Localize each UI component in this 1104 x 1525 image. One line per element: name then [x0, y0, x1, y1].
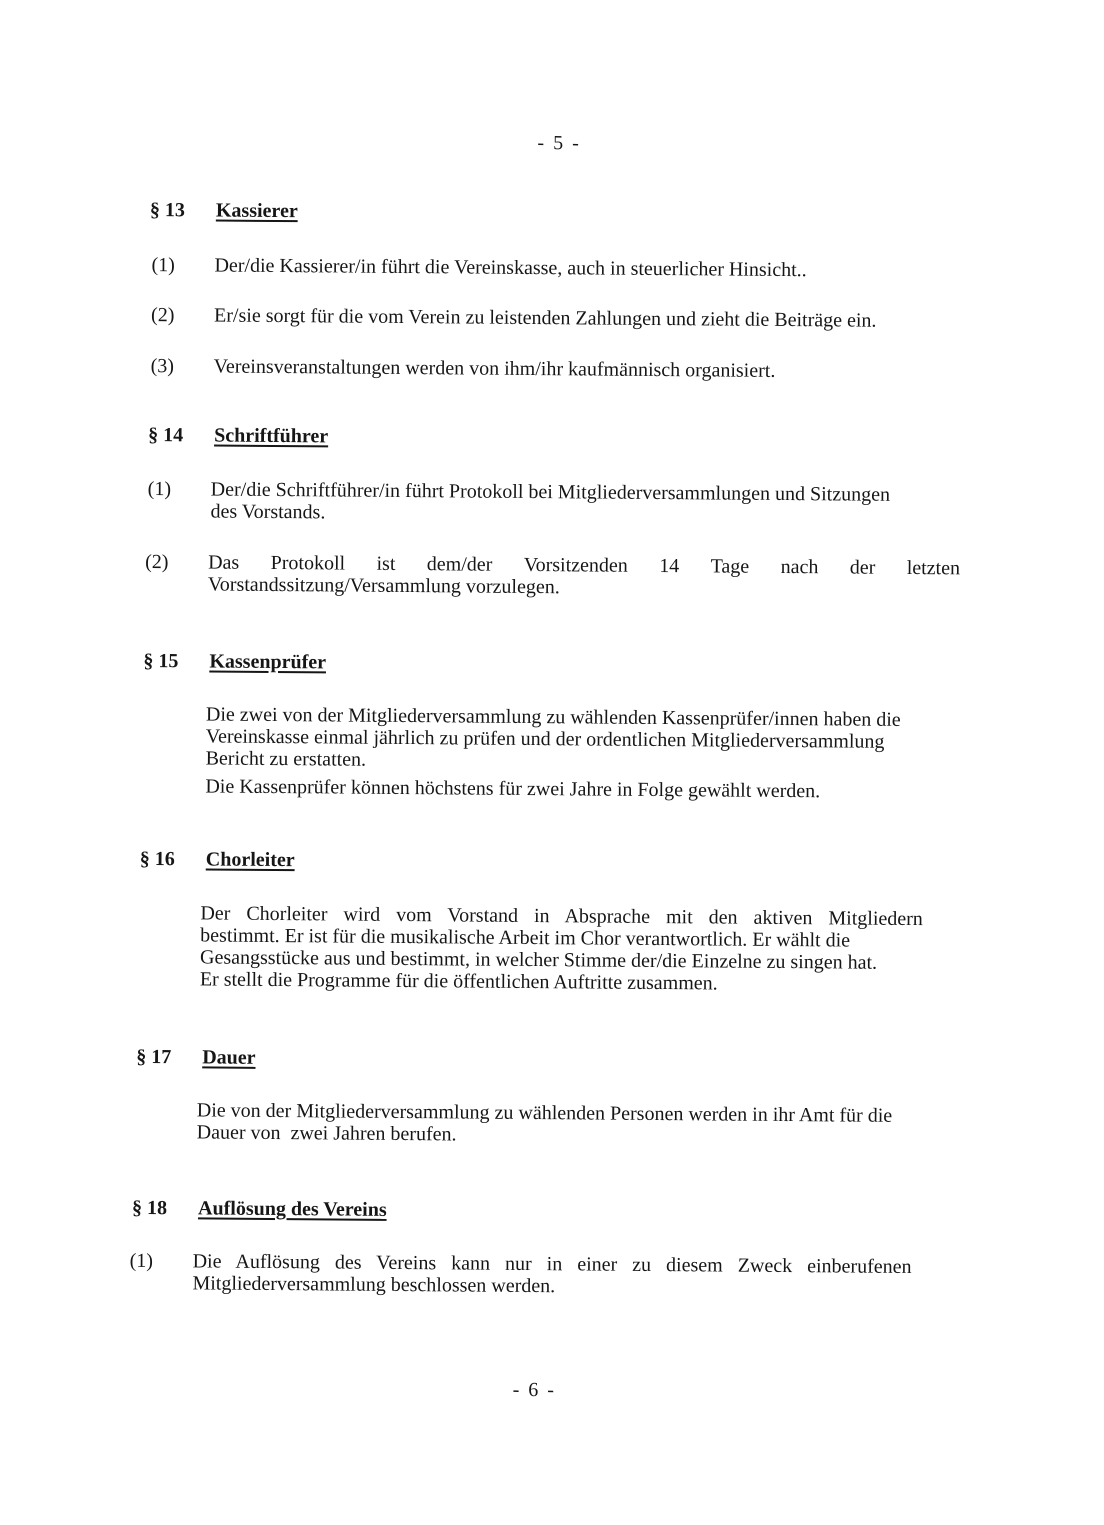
- page-number-top: - 5 -: [537, 132, 581, 155]
- section-14-paragraph-2: [145, 551, 965, 605]
- paragraph-number: (2): [145, 550, 169, 574]
- page-number-bottom: - 6 -: [512, 1378, 557, 1402]
- paragraph-line: Gesangsstücke aus und bestimmt, in welcher Stimme der/die Einzelne zu singen hat.: [199, 946, 878, 974]
- section-15-heading: [143, 650, 443, 678]
- word: Tage: [710, 555, 750, 578]
- section-title: Kassierer: [215, 199, 298, 223]
- section-13-heading: [150, 199, 450, 227]
- paragraph-line: Dauer von zwei Jahren berufen.: [196, 1121, 457, 1146]
- word: Das: [208, 551, 240, 574]
- paragraph-line: Die von der Mitgliederversammlung zu wählenden Personen werden in ihr Amt für die: [196, 1099, 893, 1127]
- section-13-paragraph-3: [151, 355, 971, 387]
- paragraph-line: Die Kassenprüfer können höchstens für zwei Jahre in Folge gewählt werden.: [205, 775, 821, 803]
- paragraph-line: bestimmt. Er ist für die musikalische Arbeit im Chor verantwortlich. Er wählt die: [200, 924, 851, 952]
- paragraph-line: Der Chorleiter wird vom Vorstand in Absprache mit den aktiven Mitgliedern: [200, 902, 923, 931]
- paragraph-number: (2): [151, 304, 175, 327]
- section-title: Auflösung des Vereins: [197, 1197, 387, 1221]
- paragraph-line: Er stellt die Programme für die öffentlichen Auftritte zusammen.: [199, 968, 718, 995]
- word: der: [849, 556, 876, 579]
- section-15-body: [205, 703, 958, 809]
- word: letzten: [906, 556, 961, 580]
- section-14-paragraph-1: [147, 478, 967, 532]
- paragraph-line: Der/die Schriftführer/in führt Protokoll bei Mitgliederversammlungen und Sitzungen: [210, 478, 891, 506]
- paragraph-line: Vereinskasse einmal jährlich zu prüfen und der ordentlichen Mitgliederversammlung: [205, 725, 885, 753]
- paragraph-number: (3): [150, 355, 175, 378]
- word: Vorsitzenden: [523, 553, 628, 577]
- paragraph-line: Vorstandssitzung/Versammlung vorzulegen.: [207, 573, 560, 599]
- section-number: § 16: [139, 847, 175, 871]
- section-number: § 18: [131, 1196, 168, 1220]
- paragraph-line: Die Auflösung des Vereins kann nur in einer zu diesem Zweck einberufenen: [192, 1250, 912, 1279]
- section-title: Schriftführer: [214, 424, 329, 448]
- paragraph-text: [208, 551, 960, 601]
- section-number: § 13: [149, 199, 186, 222]
- word: nach: [780, 555, 819, 579]
- section-number: § 17: [136, 1045, 172, 1069]
- paragraph-line: Mitgliederversammlung beschlossen werden.: [192, 1272, 556, 1298]
- section-title: Kassenprüfer: [209, 650, 327, 674]
- section-number: § 15: [143, 649, 179, 673]
- section-18-heading: [132, 1197, 492, 1226]
- paragraph-text: Der/die Kassierer/in führt die Vereinskasse, auch in steuerlicher Hinsicht..: [214, 254, 807, 282]
- section-13-paragraph-1: [151, 254, 971, 286]
- paragraph-line: Bericht zu erstatten.: [205, 747, 367, 771]
- section-16-heading: [140, 848, 440, 876]
- paragraph-text: Vereinsveranstaltungen werden von ihm/ihr kaufmännisch organisiert.: [213, 355, 776, 382]
- paragraph-text: [192, 1250, 944, 1300]
- section-13-paragraph-2: [151, 304, 971, 336]
- section-17-body: [197, 1099, 949, 1153]
- section-18-paragraph-1: [129, 1250, 949, 1304]
- section-17-heading: [136, 1046, 436, 1074]
- section-16-body: [200, 902, 953, 1008]
- section-14-heading: [148, 424, 448, 452]
- word: dem/der: [426, 553, 493, 576]
- paragraph-number: (1): [151, 254, 175, 277]
- word: Protokoll: [270, 551, 346, 575]
- paragraph-line: des Vorstands.: [210, 500, 326, 524]
- paragraph-number: (1): [129, 1249, 154, 1273]
- section-title: Dauer: [202, 1046, 256, 1069]
- section-title: Chorleiter: [205, 848, 295, 872]
- word: 14: [659, 555, 680, 578]
- paragraph-text: [210, 478, 962, 528]
- paragraph-text: Er/sie sorgt für die vom Verein zu leistenden Zahlungen und zieht die Beiträge ein.: [214, 304, 877, 332]
- section-number: § 14: [148, 423, 184, 447]
- paragraph-number: (1): [147, 477, 172, 501]
- paragraph-line: Die zwei von der Mitgliederversammlung zu wählenden Kassenprüfer/innen haben die: [205, 703, 901, 731]
- word: ist: [376, 552, 396, 575]
